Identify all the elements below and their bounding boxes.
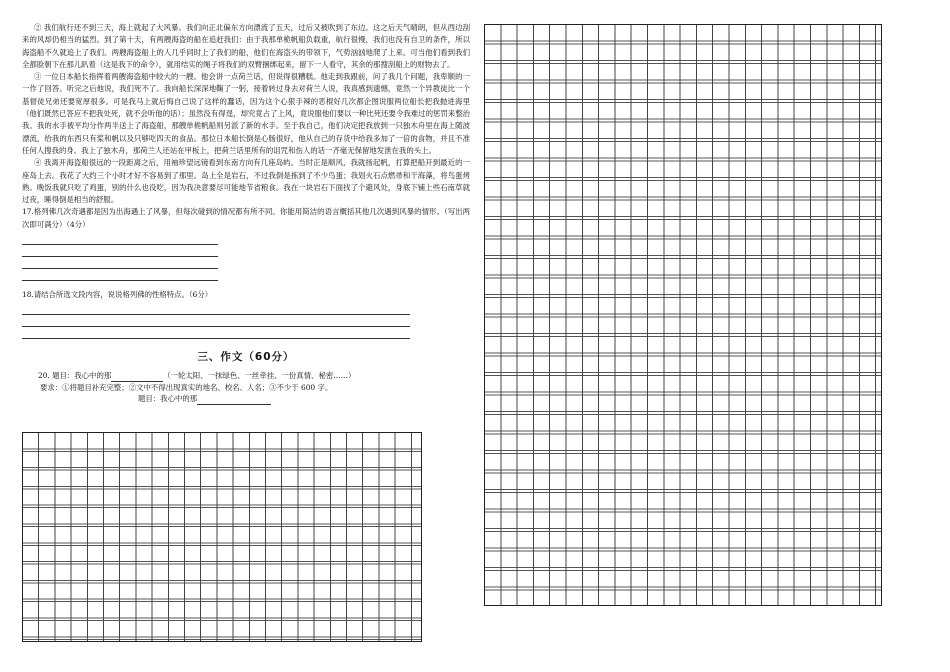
essay-prompt-suffix: （一轮太阳、一抹绿色、一丝牵挂、一份真情、秘密……）: [163, 371, 356, 381]
essay-prompt: [22, 370, 470, 382]
essay-title-line: [22, 393, 470, 405]
essay-grid-left[interactable]: [22, 432, 422, 642]
question-18: 18.请结合所选文段内容，说说格列佛的性格特点。（6分）: [22, 290, 213, 300]
answer-line[interactable]: [22, 245, 218, 257]
passage-paragraph-2: ② 我们航行还不到三天，海上就起了大风暴。我们向正北偏东方向漂流了五天，过后又被吹到了东边。这之后天气晴朗，但从西边刮来的风却仍相当的猛烈。到了第十天，有两艘海盗的船在追赶我们：由于我那单桅帆船负载重，航行很慢，我们也没有自卫的条件，所以海盗船不久就追上了我们。两艘海盗船上的人几乎同时上了我们的船，他们在海盗头的带领下，气势汹汹地爬了上来。可当他们看到我们全都脸朝下在那儿趴着（这是我下的命令），就用结实的绳子将我们的双臂捆绑起来，留下一人看守，其余的那搜刮船上的财物去了。: [22, 23, 470, 69]
left-column: [22, 22, 470, 405]
essay-title-label: 题目：我心中的那: [138, 394, 198, 404]
passage-paragraph-4: ④ 我离开海盗船很远的一段距离之后，用袖珍望远镜看到东南方向有几座岛屿。当时正是顺风，我就扬起帆，打算把船开到最近的一座岛上去。我花了大约三个小时才好不容易到了那里。岛上全是岩石，不过我倒是拣到了不少鸟蛋；我划火石点燃帚和干海藻，将鸟蛋烤熟。晚饭我就只吃了鸡蛋，别的什么也没吃，因为我决意要尽可能地节省粮食。我在一块岩石下面找了个避风处，身底下铺上些石南草就过夜，睡得倒是相当的舒服。: [22, 158, 470, 205]
question-17: 17.格列佛几次奇遇都是因为出海遇上了风暴，但每次碰到的情况都有所不同。你能用简洁的语言概括其他几次遇到风暴的情形。（写出两次即可满分）（4分）: [22, 207, 470, 229]
q18-answer-area[interactable]: [22, 303, 410, 339]
passage-paragraph-3: ③ 一位日本船长指挥着两艘海盗船中较大的一艘。他会讲一点荷兰话，但说得很糟糕。他走到我跟前，问了我几个问题，我卑顺的一一作了回答。听完之后他说，我们死不了。我向船长深深地鞠了一躬，接着转过身去对荷兰人说，我真感到遗憾，竟然一个异教徒比一个基督徒兄弟还要宽厚很多。可是我马上就后悔自己说了这样的蠢话，因为这个心狠手辣的恶棍好几次都企图说服两位船长把我抛进海里（他们既然已答应不把我处死，就不会听他的话）；虽然没有得逞，却究竟占了上风，竟说服他们要以一种比死还要令我难过的惩罚来整治我。我的水手被平均分作两半送上了海盗船，那艘单桅帆船则另派了新的水手。至于我自己，他们决定把我放到一只独木舟里在海上随波漂流，给我的东西只有桨和帆以及只够吃四天的食品。那位日本船长倒是心肠很好，他从自己的存货中给我多加了一倍的食物，并且不准任何人搜我的身。我上了独木舟，那荷兰人还站在甲板上，把荷兰话里所有的诅咒和伤人的话一齐毫无保留地发泄在我的头上。: [22, 72, 470, 155]
essay-title-input[interactable]: [197, 395, 271, 405]
answer-line[interactable]: [22, 269, 218, 281]
answer-line[interactable]: [22, 327, 410, 339]
essay-title-blank[interactable]: [111, 372, 163, 382]
answer-line[interactable]: [22, 257, 218, 269]
essay-grid-right[interactable]: [484, 24, 882, 606]
answer-line[interactable]: [22, 315, 410, 327]
essay-prompt-prefix: 20. 题目：我心中的那: [38, 371, 112, 381]
answer-line[interactable]: [22, 233, 218, 245]
q17-answer-area[interactable]: [22, 233, 218, 281]
section-title-composition: 三、作文（60分）: [197, 351, 295, 364]
answer-line[interactable]: [22, 303, 410, 315]
essay-requirements: 要求：①将题目补充完整；②文中不得出现真实的地名、校名、人名；③不少于 600 字。: [40, 382, 333, 392]
